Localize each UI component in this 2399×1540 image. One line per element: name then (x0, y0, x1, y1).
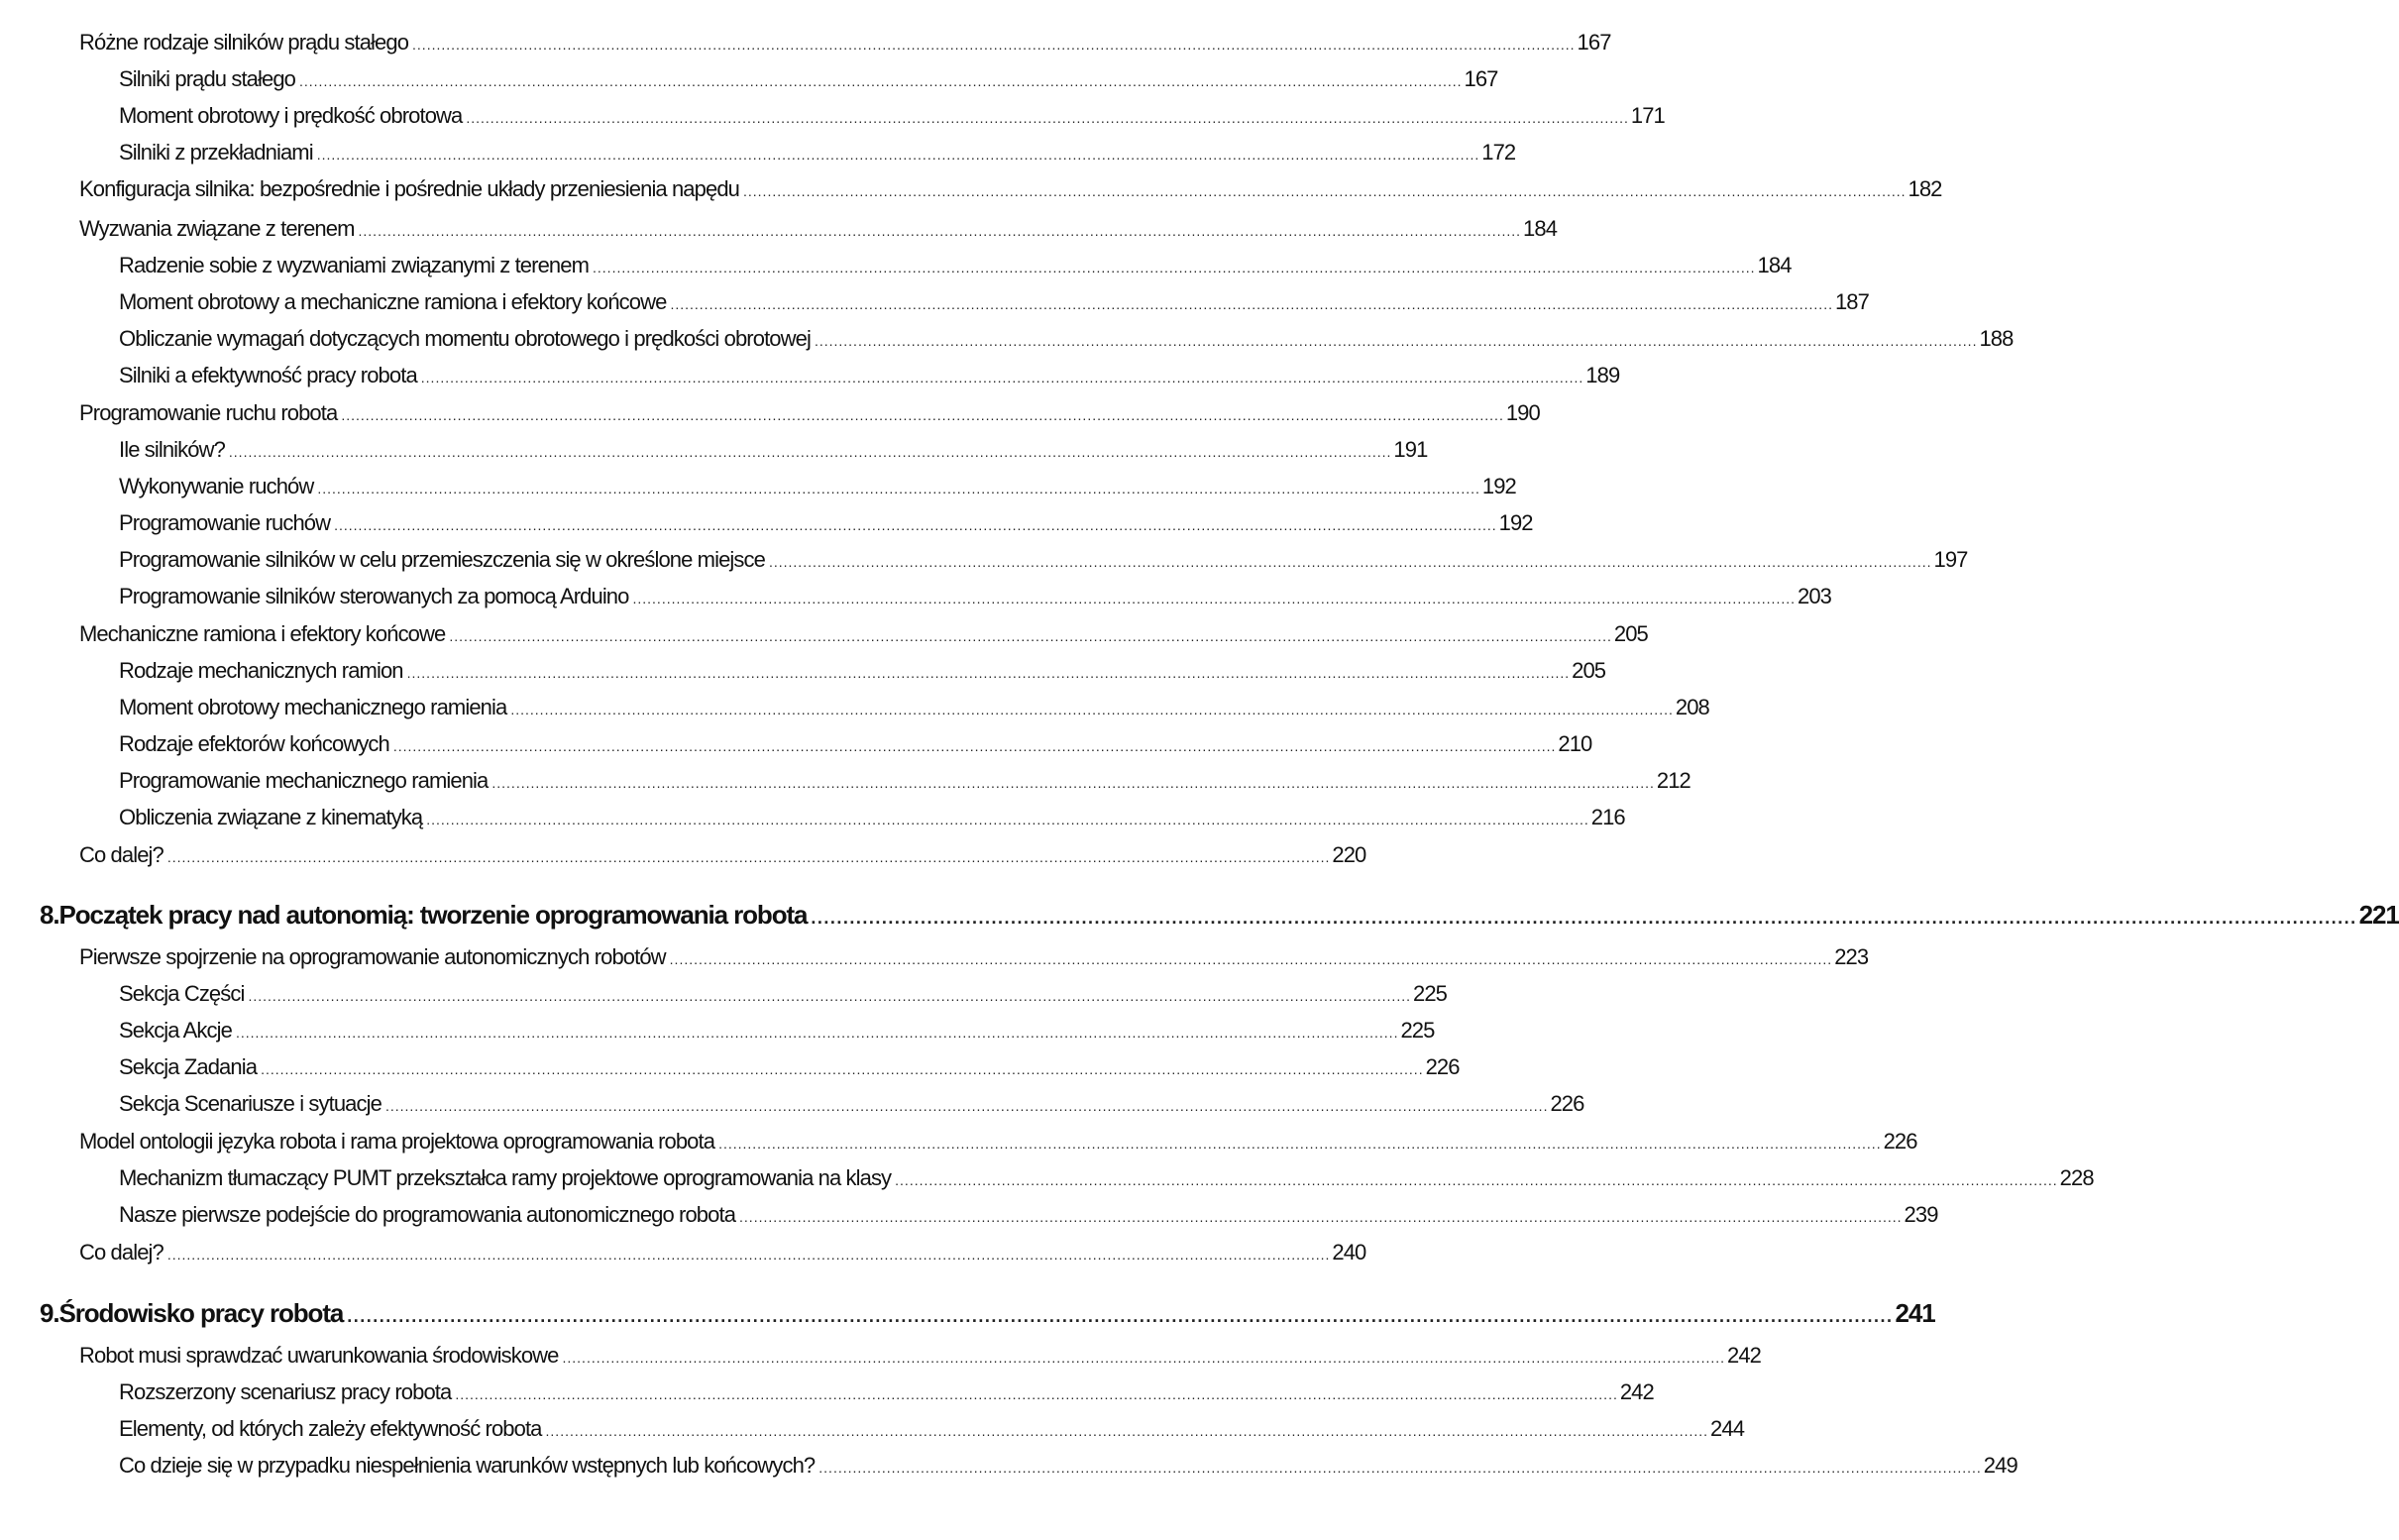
entry-title: Mechanizm tłumaczący PUMT przekształca ramy projektowe oprogramowania na klasy (119, 1165, 892, 1190)
entry-title: Konfiguracja silnika: bezpośrednie i pośrednie układy przeniesienia napędu (79, 176, 739, 201)
entry-title: Mechaniczne ramiona i efektory końcowe (79, 621, 446, 646)
page-number: 220 (1332, 842, 1366, 867)
entry-title: Moment obrotowy i prędkość obrotowa (119, 103, 463, 128)
dot-leader (412, 37, 1576, 53)
toc-entry (0, 66, 1498, 92)
dot-leader (546, 1423, 1709, 1439)
dot-leader (393, 738, 1557, 754)
page-number: 190 (1505, 400, 1540, 425)
toc-entry (0, 103, 1665, 129)
toc-entry (0, 1018, 1435, 1044)
page-number: 244 (1710, 1416, 1745, 1441)
dot-leader (317, 481, 1480, 496)
page-number: 167 (1464, 66, 1498, 91)
entry-title: Obliczanie wymagań dotyczących momentu obrotowego i prędkości obrotowej (119, 326, 811, 351)
page-number: 228 (2059, 1165, 2094, 1190)
page-number: 242 (1619, 1379, 1654, 1404)
page-number: 184 (1757, 253, 1792, 277)
page-number: 197 (1933, 547, 1968, 572)
entry-title: Co dalej? (79, 842, 164, 867)
toc-entry (0, 944, 1869, 970)
page-number: 191 (1393, 437, 1428, 462)
dot-leader (236, 1025, 1399, 1041)
page-number: 210 (1558, 731, 1592, 756)
page-number: 192 (1481, 474, 1516, 498)
toc-entry (0, 547, 1968, 573)
toc-entry (0, 695, 1709, 720)
entry-title: Silniki a efektywność pracy robota (119, 363, 417, 387)
entry-title: Radzenie sobie z wyzwaniami związanymi z terenem (119, 253, 590, 277)
dot-leader (769, 554, 1932, 570)
page-number: 189 (1585, 363, 1620, 387)
dot-leader (248, 988, 1411, 1004)
toc-entry (0, 621, 1648, 647)
toc-entry (0, 805, 1625, 830)
chapter-number: 9. (40, 1298, 59, 1328)
entry-title: Moment obrotowy mechanicznego ramienia (119, 695, 507, 719)
dot-leader (341, 407, 1504, 423)
dot-leader (261, 1061, 1424, 1077)
dot-leader (317, 147, 1480, 163)
toc-entry (0, 474, 1516, 499)
toc-entry (0, 363, 1620, 388)
page-number: 167 (1577, 30, 1611, 55)
page-number: 226 (1883, 1129, 1917, 1154)
toc-entry (0, 510, 1533, 536)
page-number: 249 (1983, 1453, 2017, 1478)
entry-title: Rozszerzony scenariusz pracy robota (119, 1379, 452, 1404)
toc-entry (0, 768, 1690, 794)
entry-title: Obliczenia związane z kinematyką (119, 805, 423, 829)
entry-title: Sekcja Akcje (119, 1018, 232, 1043)
page-number: 239 (1904, 1202, 1938, 1227)
toc-entry (0, 1453, 2017, 1479)
dot-leader (421, 370, 1584, 385)
dot-leader (426, 812, 1589, 827)
dot-leader (466, 110, 1629, 126)
dot-leader (718, 1136, 1882, 1152)
dot-leader (670, 296, 1833, 312)
page-number: 216 (1590, 805, 1625, 829)
entry-title: Sekcja Zadania (119, 1054, 258, 1079)
toc-entry (0, 1240, 1366, 1265)
dot-leader (385, 1098, 1549, 1114)
dot-leader (739, 1209, 1903, 1225)
entry-title: Programowanie silników sterowanych za pomocą Arduino (119, 584, 629, 608)
dot-leader (455, 1386, 1618, 1402)
dot-leader (407, 665, 1571, 681)
dot-leader (449, 628, 1612, 644)
toc-entry (0, 1165, 2094, 1191)
page-number: 226 (1550, 1091, 1584, 1116)
entry-title: Rodzaje efektorów końcowych (119, 731, 389, 756)
entry-title: Co dzieje się w przypadku niespełnienia warunków wstępnych lub końcowych? (119, 1453, 816, 1478)
entry-title: Sekcja Scenariusze i sytuacje (119, 1091, 382, 1116)
entry-title: Programowanie ruchu robota (79, 400, 338, 425)
entry-title: Silniki z przekładniami (119, 140, 313, 165)
dot-leader (811, 908, 2356, 929)
page-number: 226 (1425, 1054, 1460, 1079)
page-number: 208 (1675, 695, 1709, 719)
toc-entry (0, 1343, 1762, 1369)
dot-leader (347, 1306, 1893, 1327)
page-number: 240 (1332, 1240, 1366, 1265)
page-number: 188 (1979, 326, 2014, 351)
page-number: 187 (1834, 289, 1869, 314)
toc-entry (0, 253, 1792, 278)
dot-leader (815, 333, 1978, 349)
toc-entry (0, 216, 1558, 242)
entry-title: Wyzwania związane z terenem (79, 216, 355, 241)
dot-leader (491, 775, 1655, 791)
toc-chapter (0, 1298, 1935, 1329)
entry-title: Środowisko pracy robota (58, 1298, 344, 1328)
page-number: 225 (1412, 981, 1447, 1006)
toc-entry (0, 437, 1428, 463)
dot-leader (670, 951, 1833, 967)
dot-leader (359, 223, 1522, 239)
dot-leader (743, 183, 1907, 199)
toc-chapter (0, 900, 2399, 931)
entry-title: Elementy, od których zależy efektywność robota (119, 1416, 542, 1441)
dot-leader (334, 517, 1497, 533)
page-number: 212 (1656, 768, 1690, 793)
entry-title: Rodzaje mechanicznych ramion (119, 658, 403, 683)
toc-entry (0, 326, 2014, 352)
page-number: 172 (1481, 140, 1516, 165)
toc-entry (0, 981, 1447, 1007)
entry-title: Nasze pierwsze podejście do programowania autonomicznego robota (119, 1202, 736, 1227)
entry-title: Różne rodzaje silników prądu stałego (79, 30, 409, 55)
page-number: 171 (1630, 103, 1665, 128)
page-number: 205 (1572, 658, 1606, 683)
toc-entry (0, 400, 1540, 426)
page-number: 184 (1523, 216, 1558, 241)
dot-leader (510, 702, 1674, 717)
dot-leader (895, 1172, 2058, 1188)
toc-entry (0, 658, 1606, 684)
toc-entry (0, 731, 1592, 757)
toc-entry (0, 30, 1611, 55)
dot-leader (593, 260, 1756, 275)
toc-entry (0, 1054, 1460, 1080)
entry-title: Sekcja Części (119, 981, 245, 1006)
entry-title: Początek pracy nad autonomią: tworzenie oprogramowania robota (58, 900, 808, 930)
page-number: 223 (1834, 944, 1869, 969)
toc-entry (0, 176, 1942, 202)
entry-title: Programowanie mechanicznego ramienia (119, 768, 489, 793)
page-number: 205 (1613, 621, 1648, 646)
page-number: 192 (1498, 510, 1533, 535)
page-number: 241 (1895, 1298, 1935, 1328)
dot-leader (299, 73, 1463, 89)
entry-title: Co dalej? (79, 1240, 164, 1265)
page-number: 225 (1400, 1018, 1435, 1043)
dot-leader (563, 1350, 1726, 1366)
entry-title: Wykonywanie ruchów (119, 474, 314, 498)
dot-leader (229, 444, 1392, 460)
dot-leader (632, 591, 1796, 606)
toc-entry (0, 584, 1832, 609)
toc-entry (0, 1091, 1584, 1117)
entry-title: Robot musi sprawdzać uwarunkowania środowiskowe (79, 1343, 559, 1368)
page-number: 203 (1798, 584, 1832, 608)
toc-entry (0, 1202, 1938, 1228)
toc-entry (0, 140, 1516, 165)
toc-entry (0, 1416, 1745, 1442)
entry-title: Model ontologii języka robota i rama projektowa oprogramowania robota (79, 1129, 715, 1154)
entry-title: Moment obrotowy a mechaniczne ramiona i efektory końcowe (119, 289, 667, 314)
toc-entry (0, 842, 1366, 868)
entry-title: Silniki prądu stałego (119, 66, 295, 91)
entry-title: Ile silników? (119, 437, 225, 462)
toc-entry (0, 289, 1869, 315)
dot-leader (167, 1247, 1331, 1263)
page-number: 242 (1727, 1343, 1762, 1368)
entry-title: Programowanie ruchów (119, 510, 331, 535)
dot-leader (167, 849, 1331, 865)
toc-entry (0, 1129, 1917, 1155)
dot-leader (818, 1460, 1982, 1476)
entry-title: Programowanie silników w celu przemieszczenia się w określone miejsce (119, 547, 765, 572)
page-number: 182 (1908, 176, 1942, 201)
page-number: 221 (2358, 900, 2399, 930)
toc-entry (0, 1379, 1654, 1405)
chapter-number: 8. (40, 900, 59, 930)
entry-title: Pierwsze spojrzenie na oprogramowanie autonomicznych robotów (79, 944, 666, 969)
